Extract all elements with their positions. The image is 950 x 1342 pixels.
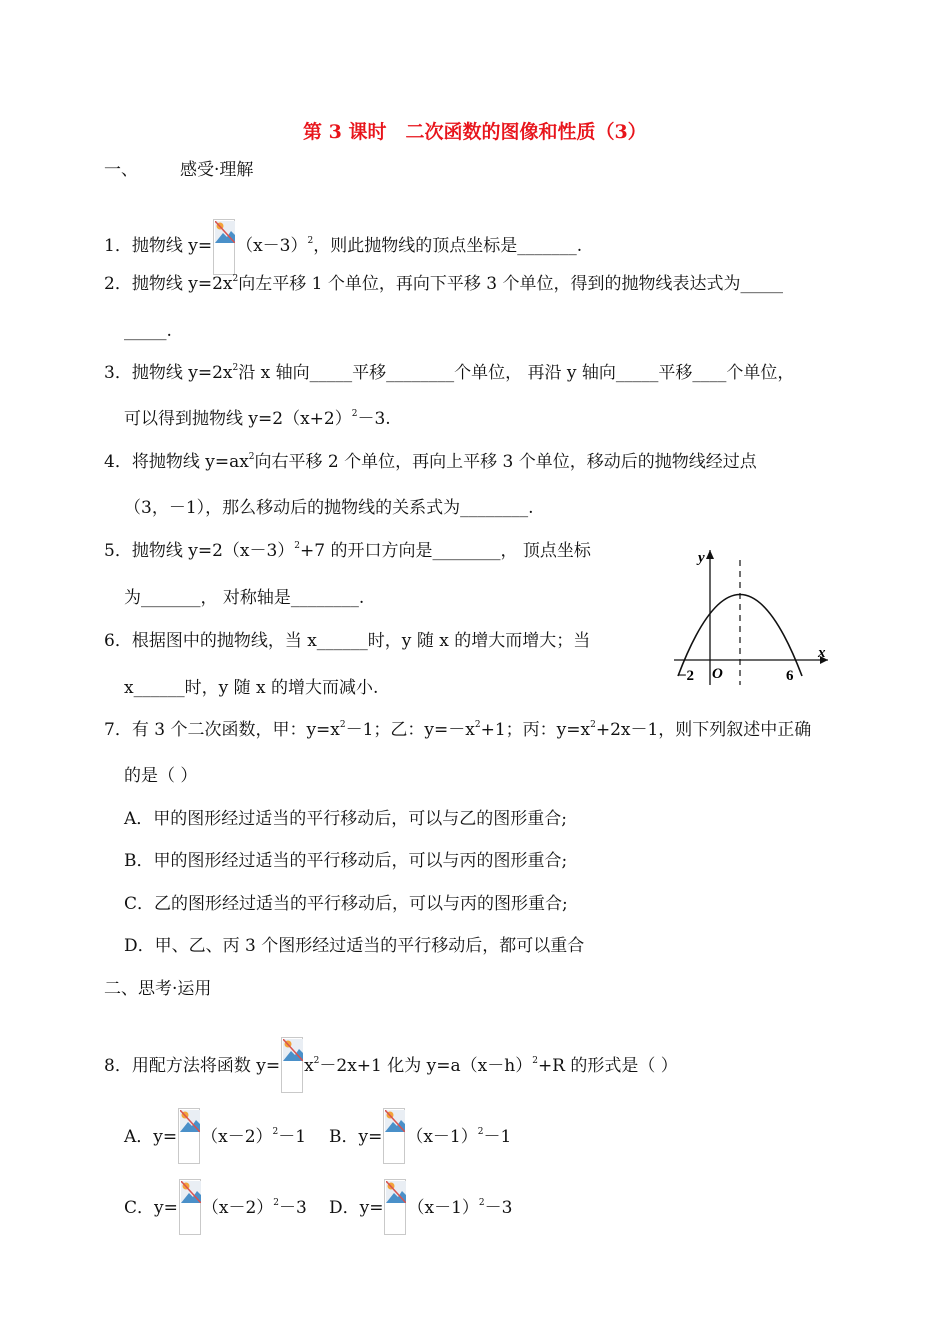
page-title: 第 3 课时 二次函数的图像和性质（3）	[303, 121, 647, 143]
q1-text-c: ，则此抛物线的顶点坐标是_______.	[313, 236, 583, 256]
question-1: 1．抛物线 y= $(x-3)^2$，则此抛物线的顶点坐标是_______.	[104, 219, 582, 275]
question-4-cont: （3，－1），那么移动后的抛物线的关系式为________.	[124, 498, 534, 518]
question-2-cont: _____.	[124, 321, 172, 341]
broken-image-icon	[178, 1108, 200, 1164]
question-3-cont: 可以得到抛物线 $y=2(x+2)^2-3$.	[124, 409, 391, 429]
question-6: 6．根据图中的抛物线，当 x______时，y 随 x 的增大而增大；当	[104, 631, 591, 651]
q8-option-b: B．y= $(x-1)^2-1$	[329, 1108, 511, 1164]
x-axis-label: x	[818, 645, 826, 661]
question-4: 4．将抛物线 $y=ax^2$向右平移 2 个单位，再向上平移 3 个单位，移动后的抛物线经过点	[104, 452, 757, 472]
parabola-graph	[668, 540, 838, 690]
q1-text-a: 1．抛物线 y=	[104, 236, 213, 256]
question-5: 5．抛物线 $y=2(x-3)^2+7$ 的开口方向是________， 顶点坐标	[104, 541, 591, 561]
origin-label: O	[712, 666, 723, 682]
question-3: 3．抛物线 $y=2x^2$沿 x 轴向_____平移________个单位， 再沿 y 轴向_____平移____个单位，	[104, 363, 795, 383]
tick-label-neg2: −2	[678, 668, 695, 684]
broken-image-icon	[281, 1037, 303, 1093]
q8-option-d: D．y= $(x-1)^2-3$	[329, 1179, 512, 1235]
question-6-cont: x______时，y 随 x 的增大而减小.	[124, 678, 379, 698]
q7-option-b: B．甲的图形经过适当的平行移动后，可以与丙的图形重合;	[124, 851, 568, 871]
q7-option-d: D．甲、乙、丙 3 个图形经过适当的平行移动后，都可以重合	[124, 936, 585, 956]
q8-option-a: A．y= $(x-2)^2-1$	[124, 1108, 306, 1164]
q7-option-a: A．甲的图形经过适当的平行移动后，可以与乙的图形重合;	[124, 809, 568, 829]
tick-label-6: 6	[786, 668, 794, 684]
question-8: 8．用配方法将函数 y= $x^2-2x+1$ 化为 $y=a(x-h)^2+R$ 的形式是（ ）	[104, 1037, 678, 1093]
broken-image-icon	[179, 1179, 201, 1235]
section-1-label: 感受·理解	[180, 160, 254, 180]
q8-option-c: C．y= $(x-2)^2-3$	[124, 1179, 307, 1235]
q1-text-b: （x－3）	[236, 236, 308, 256]
question-5-cont: 为_______， 对称轴是________.	[124, 588, 365, 608]
y-axis-arrow	[706, 550, 714, 559]
broken-image-icon	[384, 1179, 406, 1235]
section-1-number: 一、	[104, 160, 138, 180]
question-7: 7．有 3 个二次函数，甲：$y=x^2-1$；乙：$y=-x^2+1$；丙：$y=x^2+2x-1$，则下列叙述中正确	[104, 720, 812, 740]
q7-option-c: C．乙的图形经过适当的平行移动后，可以与丙的图形重合;	[124, 894, 568, 914]
broken-image-icon	[213, 219, 235, 275]
broken-image-icon	[383, 1108, 405, 1164]
section-2-label: 二、思考·运用	[104, 979, 212, 999]
y-axis-label: y	[698, 550, 705, 566]
question-7-cont: 的是（ ）	[124, 766, 198, 786]
question-2: 2．抛物线 $y=2x^2$向左平移 1 个单位，再向下平移 3 个单位，得到的抛物线表达式为_____	[104, 274, 783, 294]
